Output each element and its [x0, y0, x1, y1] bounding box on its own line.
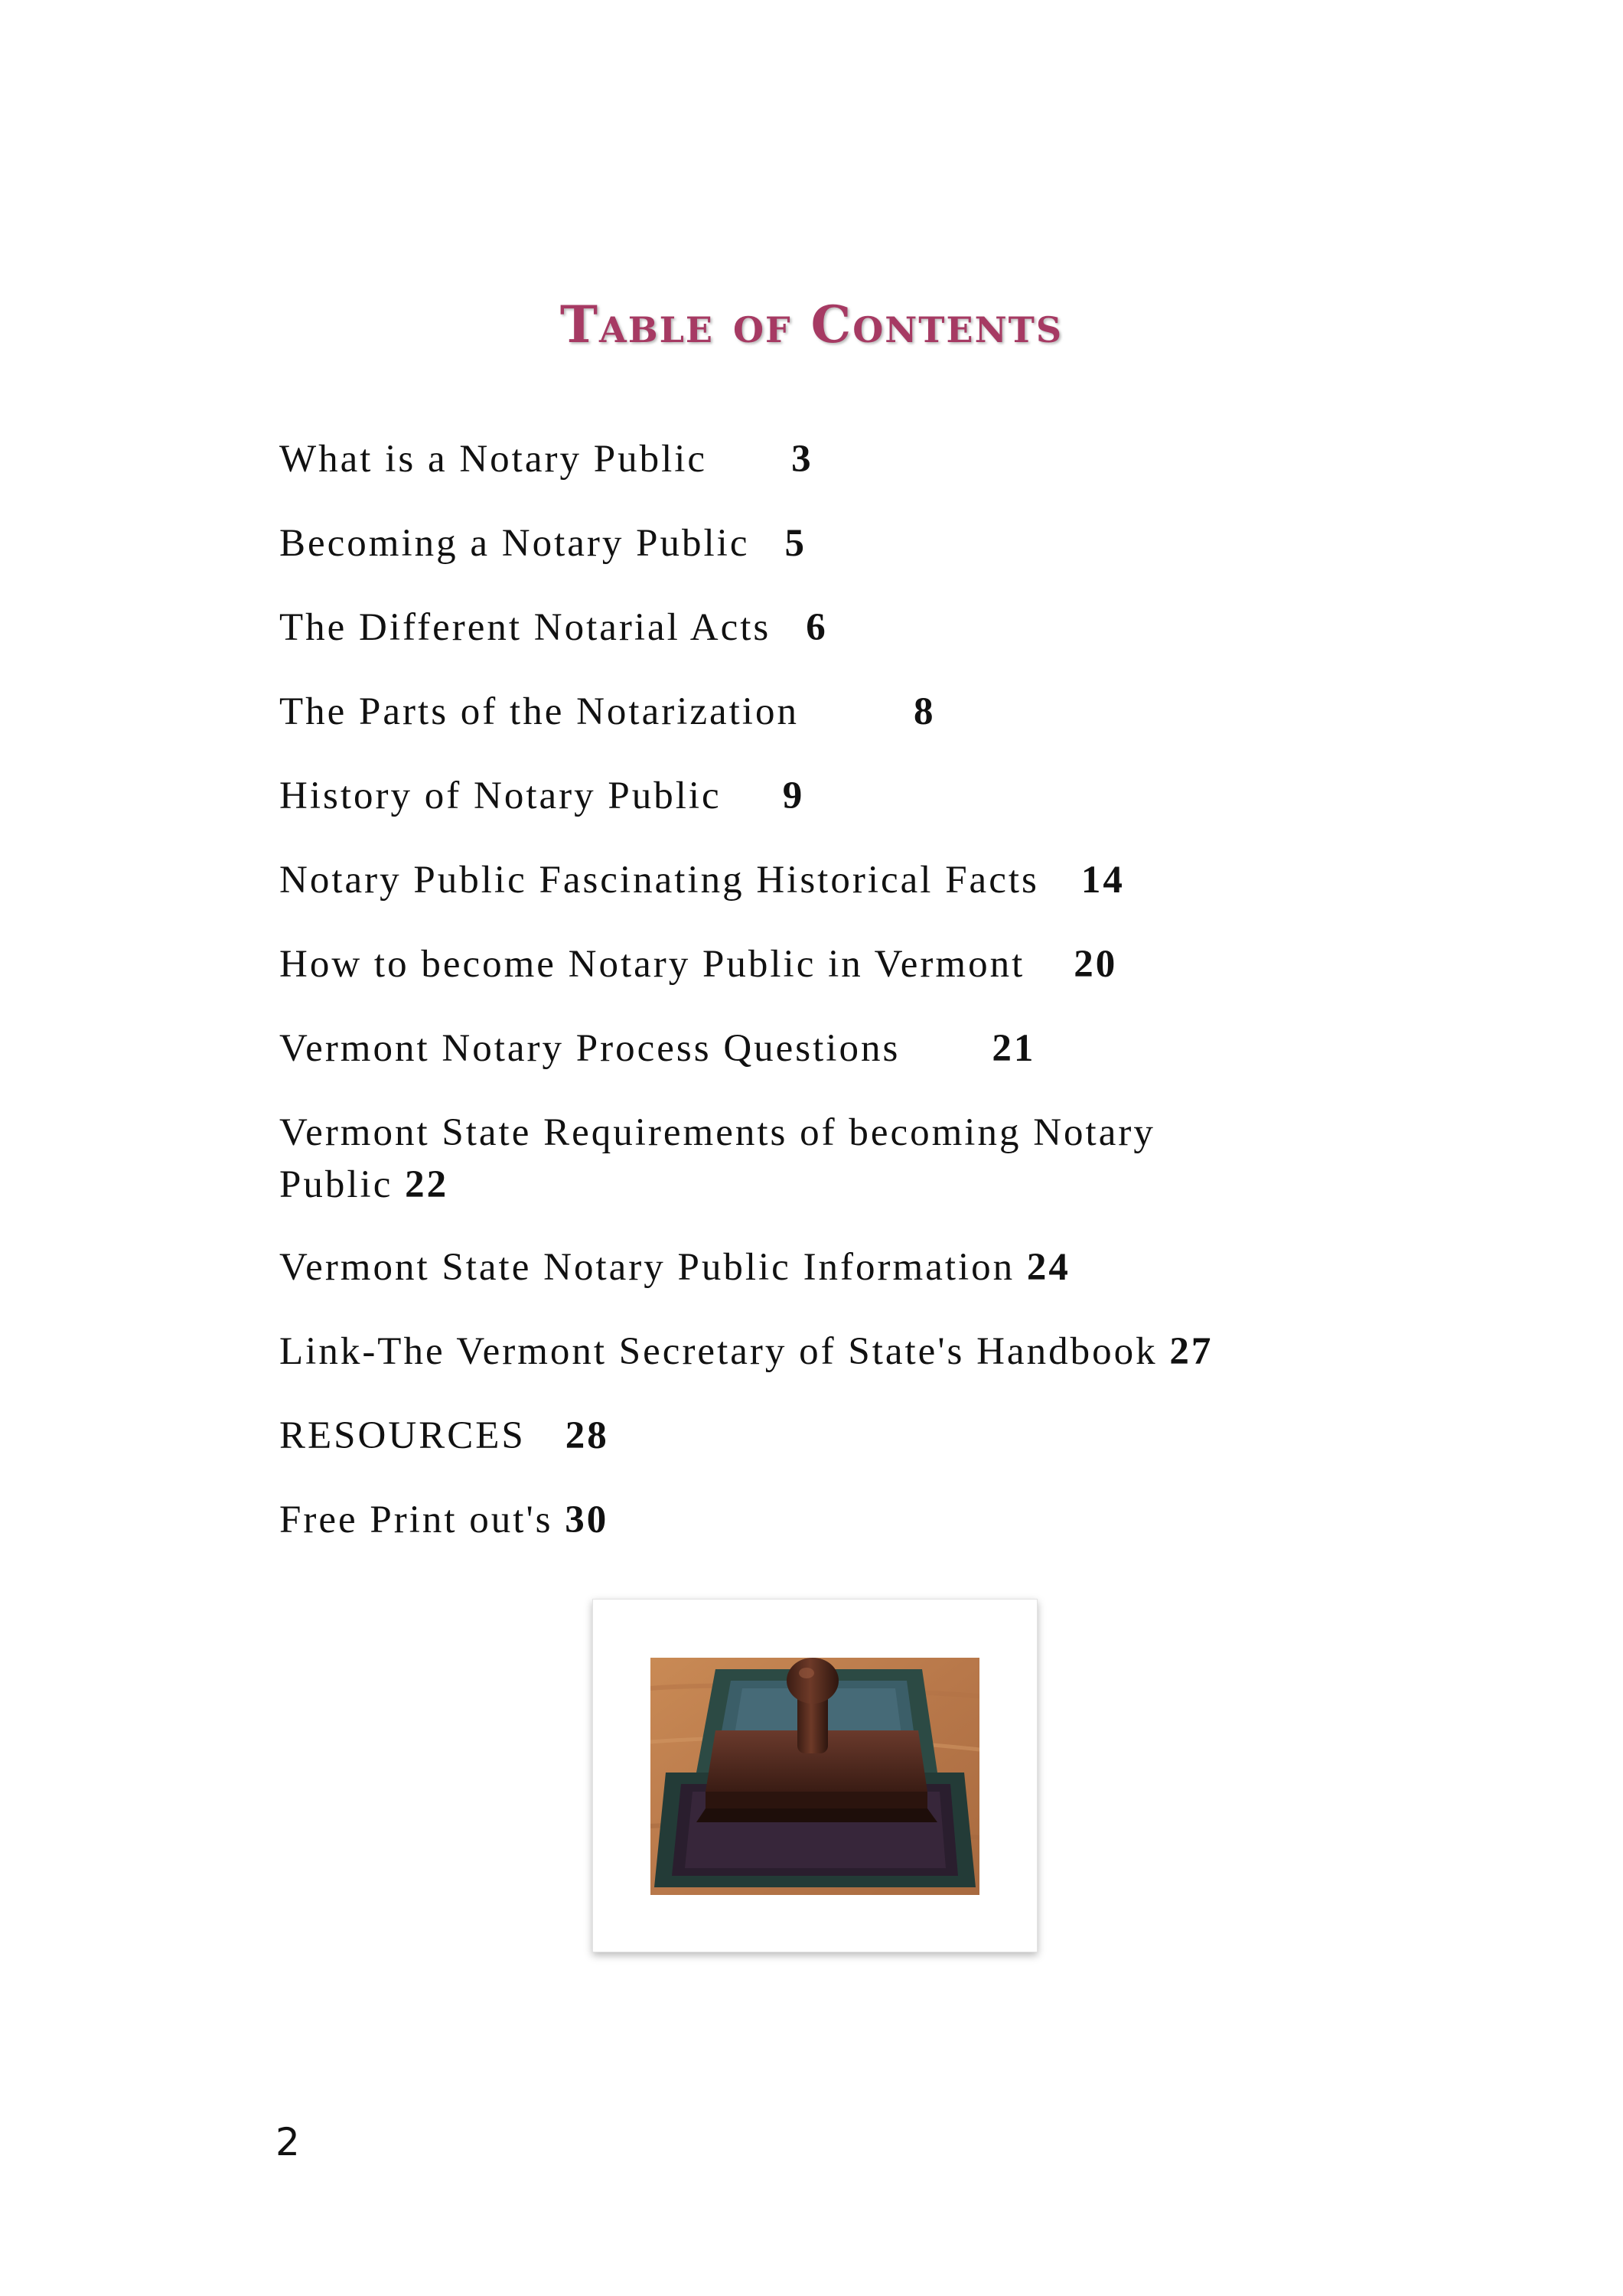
toc-entry[interactable] [279, 1410, 609, 1462]
toc-entry[interactable] [279, 686, 935, 738]
toc-entry[interactable] [279, 770, 804, 822]
toc-entry-label: History of Notary Public [279, 775, 722, 817]
toc-entry-label: How to become Notary Public in Vermont [279, 943, 1025, 986]
toc-entry[interactable] [279, 517, 807, 569]
toc-entry[interactable] [279, 1494, 608, 1546]
toc-entry-page: 21 [992, 1027, 1036, 1070]
toc-entry-page: 9 [782, 775, 805, 817]
toc-entry-label: What is a Notary Public [279, 438, 708, 481]
toc-entry-label: The Parts of the Notarization [279, 690, 799, 733]
toc-entry-label: Vermont Notary Process Questions [279, 1027, 901, 1070]
toc-entry-label: The Different Notarial Acts [279, 606, 771, 649]
toc-entry-label: Vermont State Notary Public Information [279, 1246, 1015, 1289]
toc-entry-page: 28 [565, 1414, 609, 1457]
toc-entry-page: 3 [791, 438, 813, 481]
page-number: 2 [275, 2120, 300, 2164]
toc-entry-label: Vermont State Requirements of becoming Notary Public [279, 1111, 1155, 1206]
toc-entry[interactable] [279, 1107, 1274, 1211]
notary-stamp-photo [650, 1658, 979, 1895]
toc-entry[interactable] [279, 1022, 1035, 1075]
toc-entry-page: 20 [1074, 943, 1118, 986]
toc-entry-page: 27 [1169, 1330, 1214, 1373]
toc-entry-page: 14 [1080, 859, 1125, 902]
toc-entry-page: 6 [806, 606, 828, 649]
toc-entry-page: 8 [913, 690, 936, 733]
toc-entry-page: 24 [1026, 1246, 1071, 1289]
toc-entry[interactable] [279, 938, 1117, 990]
toc-entry-label: Link-The Vermont Secretary of State's Handbook [279, 1330, 1158, 1373]
toc-entry-page: 30 [565, 1499, 609, 1541]
photo-frame [592, 1599, 1038, 1952]
toc-title: Table of Contents [559, 295, 1064, 354]
toc-entry-page: 22 [405, 1163, 449, 1206]
toc-entry[interactable] [279, 1241, 1071, 1293]
toc-entry-label: Becoming a Notary Public [279, 522, 750, 565]
toc-entry-page: 5 [784, 522, 807, 565]
toc-entry[interactable] [279, 1326, 1213, 1378]
toc-entry-label: RESOURCES [279, 1414, 526, 1457]
toc-entry-label: Notary Public Fascinating Historical Facts [279, 859, 1039, 902]
toc-entry[interactable] [279, 602, 828, 654]
toc-entry[interactable] [279, 433, 813, 485]
toc-entry[interactable] [279, 854, 1125, 906]
toc-entry-label: Free Print out's [279, 1499, 553, 1541]
